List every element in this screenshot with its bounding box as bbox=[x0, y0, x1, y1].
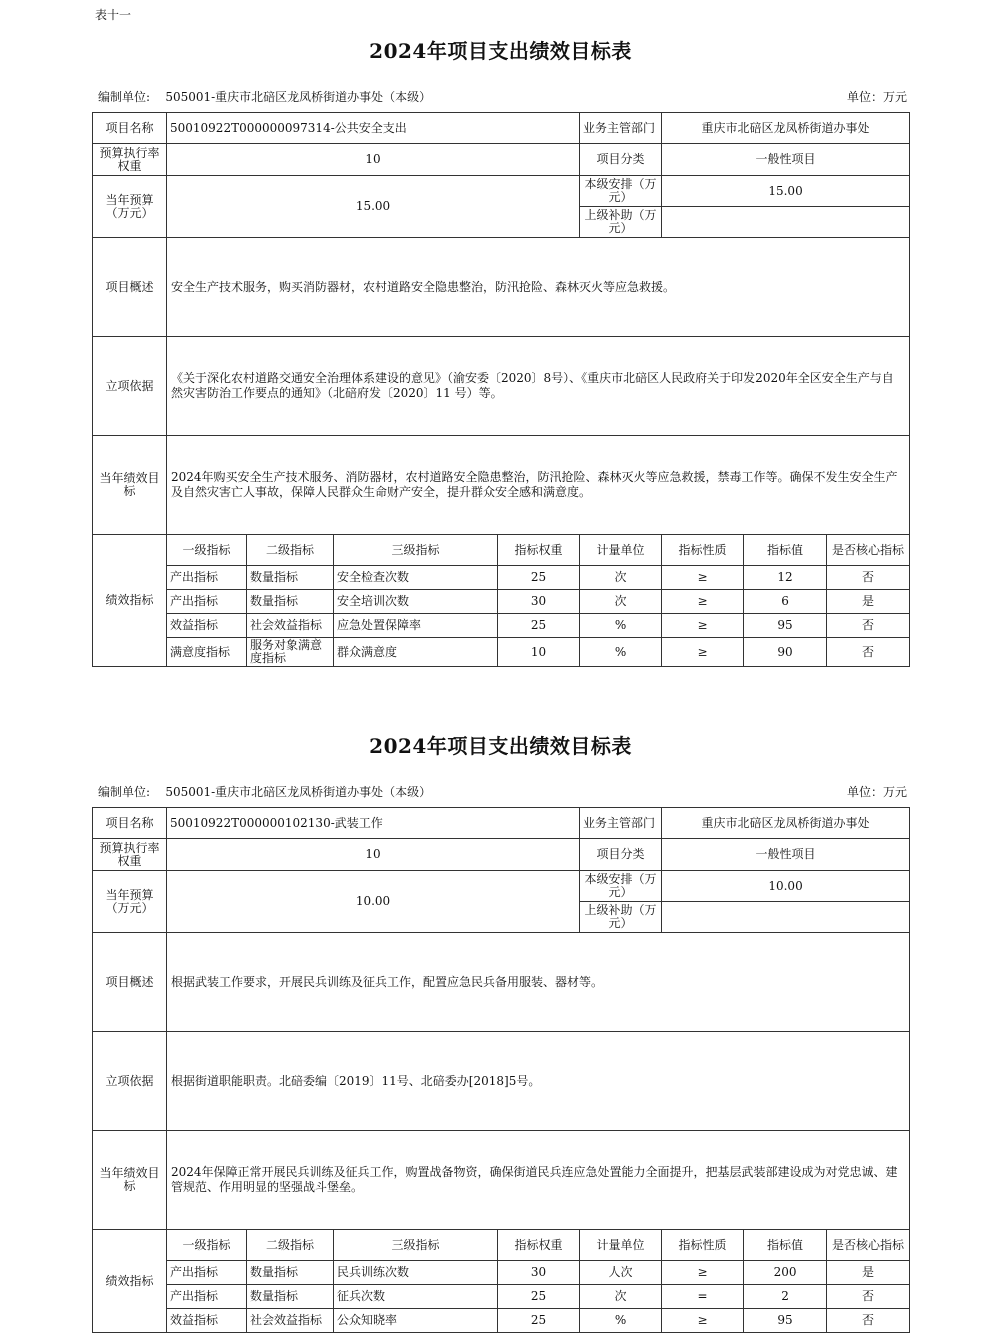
cell: 应急处置保障率 bbox=[334, 614, 498, 638]
indicators-label: 绩效指标 bbox=[93, 535, 167, 667]
header-cell: 指标性质 bbox=[662, 1230, 744, 1261]
header-cell: 一级指标 bbox=[167, 1230, 247, 1261]
project-name-value: 50010922T000000102130-武装工作 bbox=[167, 808, 580, 839]
cell: 民兵训练次数 bbox=[334, 1261, 498, 1285]
header-cell: 指标权重 bbox=[498, 535, 580, 566]
goal-label: 当年绩效目标 bbox=[93, 436, 167, 535]
cell: 200 bbox=[744, 1261, 827, 1285]
org-line: 编制单位: 505001-重庆市北碚区龙凤桥街道办事处（本级） bbox=[98, 785, 432, 799]
cell: 95 bbox=[744, 614, 827, 638]
cell: 否 bbox=[827, 566, 910, 590]
header-cell: 是否核心指标 bbox=[827, 1230, 910, 1261]
header-cell: 指标权重 bbox=[498, 1230, 580, 1261]
cell: 25 bbox=[498, 1285, 580, 1309]
cell: ≥ bbox=[662, 1309, 744, 1333]
goal-value: 2024年购买安全生产技术服务、消防器材，农村道路安全隐患整治，防汛抢险、森林灭火等应急救援，禁毒工作等。确保不发生安全生产及自然灾害亡人事故，保障人民群众生命财产安全，提升群众安全感和满意度。 bbox=[167, 436, 910, 535]
budget-label: 当年预算（万元） bbox=[93, 176, 167, 238]
cell: 征兵次数 bbox=[334, 1285, 498, 1309]
basis-label: 立项依据 bbox=[93, 1032, 167, 1131]
cell: 30 bbox=[498, 590, 580, 614]
cell: ≥ bbox=[662, 590, 744, 614]
header-cell: 二级指标 bbox=[247, 535, 334, 566]
cell: 数量指标 bbox=[247, 590, 334, 614]
cell: 社会效益指标 bbox=[247, 614, 334, 638]
table-row bbox=[93, 638, 910, 667]
budget-value: 10.00 bbox=[167, 871, 580, 933]
performance-sheet-1 bbox=[92, 38, 909, 667]
dept-value: 重庆市北碚区龙凤桥街道办事处 bbox=[662, 113, 910, 144]
cell: 安全检查次数 bbox=[334, 566, 498, 590]
header-cell: 指标值 bbox=[744, 1230, 827, 1261]
cell: 效益指标 bbox=[167, 1309, 247, 1333]
cell: 否 bbox=[827, 638, 910, 667]
project-name-label: 项目名称 bbox=[93, 113, 167, 144]
table-row bbox=[93, 614, 910, 638]
category-value: 一般性项目 bbox=[662, 839, 910, 871]
performance-sheet-2 bbox=[92, 733, 909, 1333]
cell: ≥ bbox=[662, 1261, 744, 1285]
dept-label: 业务主管部门 bbox=[580, 113, 662, 144]
cell: 产出指标 bbox=[167, 1261, 247, 1285]
header-cell: 指标值 bbox=[744, 535, 827, 566]
unit-label: 单位：万元 bbox=[846, 785, 907, 799]
cell: 公众知晓率 bbox=[334, 1309, 498, 1333]
project-name-label: 项目名称 bbox=[93, 808, 167, 839]
sheet-title: 2024年项目支出绩效目标表 bbox=[369, 734, 632, 758]
cell: 次 bbox=[580, 566, 662, 590]
sheet-meta bbox=[92, 783, 909, 801]
cell: 数量指标 bbox=[247, 566, 334, 590]
cell: 否 bbox=[827, 1285, 910, 1309]
overview-label: 项目概述 bbox=[93, 238, 167, 337]
cell: 30 bbox=[498, 1261, 580, 1285]
cell: % bbox=[580, 614, 662, 638]
overview-value: 安全生产技术服务，购买消防器材，农村道路安全隐患整治，防汛抢险、森林灭火等应急救援。 bbox=[167, 238, 910, 337]
cell: % bbox=[580, 638, 662, 667]
cell: 数量指标 bbox=[247, 1285, 334, 1309]
dept-value: 重庆市北碚区龙凤桥街道办事处 bbox=[662, 808, 910, 839]
sheet-title: 2024年项目支出绩效目标表 bbox=[369, 39, 632, 63]
cell: 2 bbox=[744, 1285, 827, 1309]
cell: 是 bbox=[827, 590, 910, 614]
performance-table bbox=[92, 112, 910, 667]
cell: 次 bbox=[580, 590, 662, 614]
cell: 效益指标 bbox=[167, 614, 247, 638]
goal-label: 当年绩效目标 bbox=[93, 1131, 167, 1230]
basis-value: 《关于深化农村道路交通安全治理体系建设的意见》（渝安委〔2020〕8号）、《重庆市北碚区人民政府关于印发2020年全区安全生产与自然灾害防治工作要点的通知》（北碚府发〔2020〕11 号）等。 bbox=[167, 337, 910, 436]
level-upper-value bbox=[662, 207, 910, 238]
table-row bbox=[93, 1285, 910, 1309]
cell: 次 bbox=[580, 1285, 662, 1309]
header-cell: 二级指标 bbox=[247, 1230, 334, 1261]
cell: 数量指标 bbox=[247, 1261, 334, 1285]
level-own-value: 15.00 bbox=[662, 176, 910, 207]
table-row bbox=[93, 1261, 910, 1285]
project-name-value: 50010922T000000097314-公共安全支出 bbox=[167, 113, 580, 144]
cell: 满意度指标 bbox=[167, 638, 247, 667]
basis-value: 根据街道职能职责。北碚委编〔2019〕11号、北碚委办[2018]5号。 bbox=[167, 1032, 910, 1131]
cell: 是 bbox=[827, 1261, 910, 1285]
category-label: 项目分类 bbox=[580, 839, 662, 871]
cell: 6 bbox=[744, 590, 827, 614]
cell: 25 bbox=[498, 566, 580, 590]
cell: 人次 bbox=[580, 1261, 662, 1285]
cell: 25 bbox=[498, 1309, 580, 1333]
category-label: 项目分类 bbox=[580, 144, 662, 176]
cell: 95 bbox=[744, 1309, 827, 1333]
level-upper-value bbox=[662, 902, 910, 933]
basis-label: 立项依据 bbox=[93, 337, 167, 436]
weight-value: 10 bbox=[167, 839, 580, 871]
level-own-value: 10.00 bbox=[662, 871, 910, 902]
cell: 否 bbox=[827, 614, 910, 638]
header-cell: 三级指标 bbox=[334, 1230, 498, 1261]
category-value: 一般性项目 bbox=[662, 144, 910, 176]
cell: 12 bbox=[744, 566, 827, 590]
org-line: 编制单位: 505001-重庆市北碚区龙凤桥街道办事处（本级） bbox=[98, 90, 432, 104]
weight-label: 预算执行率权重 bbox=[93, 839, 167, 871]
unit-label: 单位：万元 bbox=[846, 90, 907, 104]
cell: 安全培训次数 bbox=[334, 590, 498, 614]
cell: = bbox=[662, 1285, 744, 1309]
cell: ≥ bbox=[662, 638, 744, 667]
header-cell: 一级指标 bbox=[167, 535, 247, 566]
indicators-label: 绩效指标 bbox=[93, 1230, 167, 1333]
page-label: 表十一 bbox=[95, 8, 132, 22]
header-cell: 三级指标 bbox=[334, 535, 498, 566]
weight-label: 预算执行率权重 bbox=[93, 144, 167, 176]
cell: ≥ bbox=[662, 614, 744, 638]
table-row bbox=[93, 1309, 910, 1333]
level-own-label: 本级安排（万元） bbox=[580, 176, 662, 207]
cell: 产出指标 bbox=[167, 1285, 247, 1309]
level-upper-label: 上级补助（万元） bbox=[580, 902, 662, 933]
overview-label: 项目概述 bbox=[93, 933, 167, 1032]
budget-value: 15.00 bbox=[167, 176, 580, 238]
goal-value: 2024年保障正常开展民兵训练及征兵工作，购置战备物资，确保街道民兵连应急处置能力全面提升，把基层武装部建设成为对党忠诚、建管规范、作用明显的坚强战斗堡垒。 bbox=[167, 1131, 910, 1230]
level-upper-label: 上级补助（万元） bbox=[580, 207, 662, 238]
sheet-meta bbox=[92, 88, 909, 106]
table-row bbox=[93, 566, 910, 590]
header-cell: 指标性质 bbox=[662, 535, 744, 566]
header-cell: 计量单位 bbox=[580, 535, 662, 566]
header-cell: 计量单位 bbox=[580, 1230, 662, 1261]
cell: 10 bbox=[498, 638, 580, 667]
cell: 否 bbox=[827, 1309, 910, 1333]
overview-value: 根据武装工作要求，开展民兵训练及征兵工作，配置应急民兵备用服装、器材等。 bbox=[167, 933, 910, 1032]
budget-label: 当年预算（万元） bbox=[93, 871, 167, 933]
cell: 产出指标 bbox=[167, 566, 247, 590]
level-own-label: 本级安排（万元） bbox=[580, 871, 662, 902]
header-cell: 是否核心指标 bbox=[827, 535, 910, 566]
cell: 25 bbox=[498, 614, 580, 638]
performance-table bbox=[92, 807, 910, 1333]
table-row bbox=[93, 590, 910, 614]
cell: 产出指标 bbox=[167, 590, 247, 614]
cell: ≥ bbox=[662, 566, 744, 590]
cell: 服务对象满意度指标 bbox=[247, 638, 334, 667]
cell: 社会效益指标 bbox=[247, 1309, 334, 1333]
cell: 90 bbox=[744, 638, 827, 667]
weight-value: 10 bbox=[167, 144, 580, 176]
cell: 群众满意度 bbox=[334, 638, 498, 667]
cell: % bbox=[580, 1309, 662, 1333]
dept-label: 业务主管部门 bbox=[580, 808, 662, 839]
